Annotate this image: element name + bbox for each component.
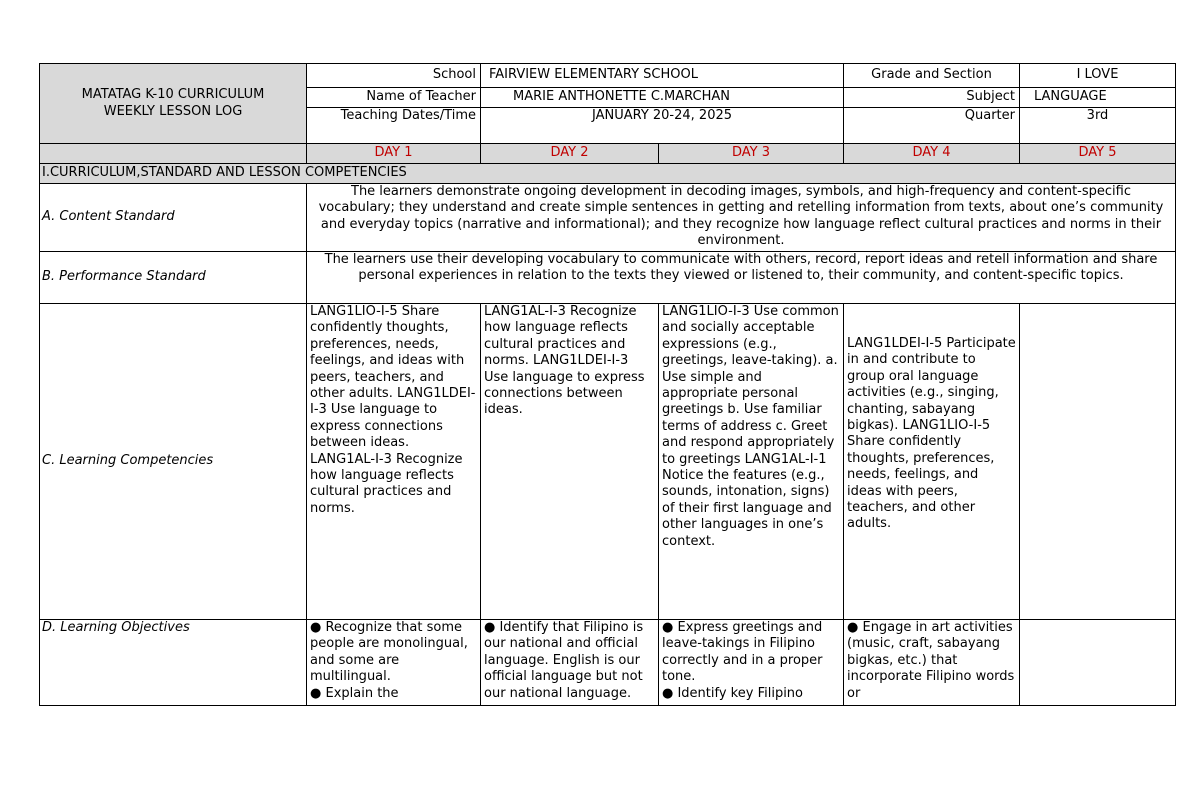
subject-label: Subject: [844, 88, 1020, 108]
objective-day-2: ● Identify that Filipino is our national and official language. English is our official language but not our national language.: [481, 620, 659, 706]
performance-standard-label: B. Performance Standard: [40, 252, 307, 304]
content-standard-label: A. Content Standard: [40, 184, 307, 252]
objective-day-1: ● Recognize that some people are monolingual, and some are multilingual. ● Explain the: [307, 620, 481, 706]
learning-competencies-label: C. Learning Competencies: [40, 304, 307, 620]
competency-day-1: LANG1LIO-I-5 Share confidently thoughts, preferences, needs, feelings, and ideas with peers, teachers, and other adults. LANG1LDEI-I-3 Use language to express connections between ideas. LANG1AL-I-3 Recognize how language reflects cultural practices and norms.: [307, 304, 481, 620]
objective-day-5: [1020, 620, 1176, 706]
learning-objectives-row: [40, 620, 1176, 706]
objective-day-4: ● Engage in art activities (music, craft, sabayang bigkas, etc.) that incorporate Filipino words or: [844, 620, 1020, 706]
teacher-label: Name of Teacher: [307, 88, 481, 108]
day-header-row: [40, 144, 1176, 164]
quarter-label: Quarter: [844, 108, 1020, 144]
curriculum-title-line1: MATATAG K-10 CURRICULUM: [81, 87, 265, 103]
competency-day-4: LANG1LDEI-I-5 Participate in and contribute to group oral language activities (e.g., singing, chanting, sabayang bigkas). LANG1LIO-I-5 Share confidently thoughts, preferences, needs, feelings, and ideas with peers, teachers, and other adults.: [844, 304, 1020, 620]
objective-day-3: ● Express greetings and leave-takings in Filipino correctly and in a proper tone. ● Identify key Filipino: [659, 620, 844, 706]
content-standard-row: [40, 184, 1176, 252]
teaching-dates-value: JANUARY 20-24, 2025: [481, 108, 844, 144]
competency-day-5: [1020, 304, 1176, 620]
curriculum-title: [40, 64, 307, 144]
day-4-header: DAY 4: [844, 144, 1020, 164]
day-header-blank: [40, 144, 307, 164]
day-2-header: DAY 2: [481, 144, 659, 164]
section-heading: I.CURRICULUM,STANDARD AND LESSON COMPETENCIES: [40, 164, 1176, 184]
teacher-value: MARIE ANTHONETTE C.MARCHAN: [481, 88, 844, 108]
competency-day-3: LANG1LIO-I-3 Use common and socially acceptable expressions (e.g., greetings, leave-taking). a. Use simple and appropriate personal greetings b. Use familiar terms of address c. Greet and respond appropriately to greetings LANG1AL-I-1 Notice the features (e.g., sounds, intonation, signs) of their first language and other languages in one’s context.: [659, 304, 844, 620]
content-standard-text: The learners demonstrate ongoing development in decoding images, symbols, and high-frequency and content-specific vocabulary; they understand and create simple sentences in getting and retelling information from texts, about one’s community and everyday topics (narrative and informational); and they recognize how language reflect cultural practices and norms in their environment.: [307, 184, 1176, 252]
day-1-header: DAY 1: [307, 144, 481, 164]
grade-section-label: Grade and Section: [844, 64, 1020, 88]
school-value: FAIRVIEW ELEMENTARY SCHOOL: [481, 64, 844, 88]
performance-standard-row: [40, 252, 1176, 304]
learning-competencies-row: [40, 304, 1176, 620]
subject-value: LANGUAGE: [1020, 88, 1176, 108]
grade-section-value: I LOVE: [1020, 64, 1176, 88]
weekly-lesson-log-table: [39, 63, 1176, 706]
performance-standard-text: The learners use their developing vocabulary to communicate with others, record, report ideas and retell information and share personal experiences in relation to the texts they viewed or listened to, their community, and content-specific topics.: [307, 252, 1176, 304]
learning-objectives-label: D. Learning Objectives: [40, 620, 307, 706]
teaching-dates-label: Teaching Dates/Time: [307, 108, 481, 144]
day-3-header: DAY 3: [659, 144, 844, 164]
competency-day-2: LANG1AL-I-3 Recognize how language reflects cultural practices and norms. LANG1LDEI-I-3 Use language to express connections between ideas.: [481, 304, 659, 620]
quarter-value: 3rd: [1020, 108, 1176, 144]
curriculum-title-line2: WEEKLY LESSON LOG: [103, 103, 243, 119]
day-5-header: DAY 5: [1020, 144, 1176, 164]
school-label: School: [307, 64, 481, 88]
